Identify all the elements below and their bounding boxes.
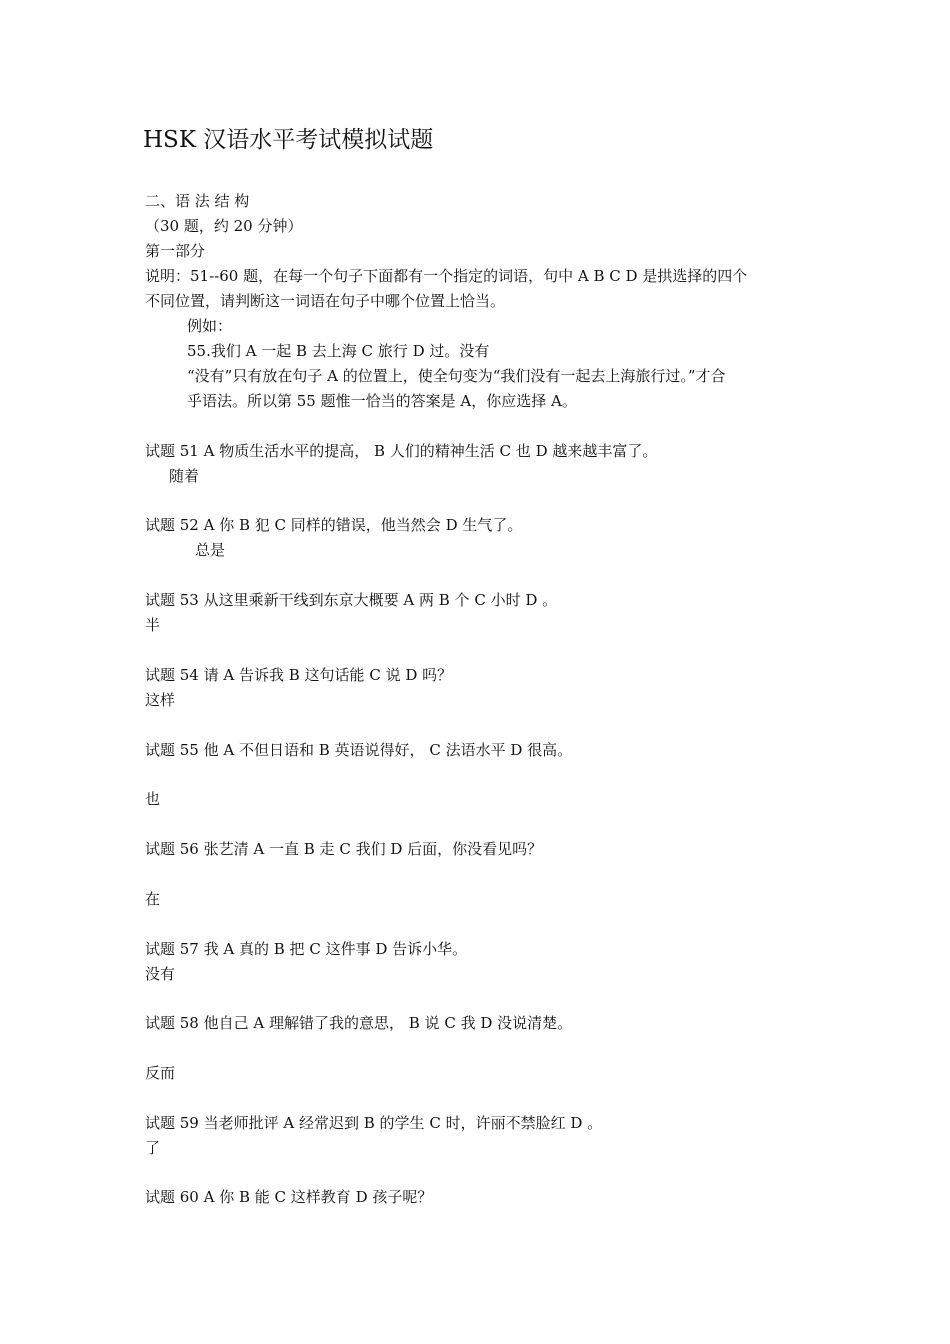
question-55-word: 也 <box>145 790 161 808</box>
instructions-line-2: 不同位置，请判断这一词语在句子中哪个位置上恰当。 <box>145 292 506 310</box>
instructions-line-1: 说明：51--60 题，在每一个句子下面都有一个指定的词语，句中 A B C D 是拱选择的四个 <box>145 267 748 285</box>
example-label: 例如： <box>187 317 233 335</box>
document-title: HSK 汉语水平考试模拟试题 <box>143 127 434 153</box>
question-52: 试题 52 A 你 B 犯 C 同样的错误，他当然会 D 生气了。 <box>145 516 523 534</box>
question-54-word: 这样 <box>145 691 176 709</box>
question-51: 试题 51 A 物质生活水平的提高， B 人们的精神生活 C 也 D 越来越丰富了。 <box>145 442 658 460</box>
question-58: 试题 58 他自己 A 理解错了我的意思， B 说 C 我 D 没说清楚。 <box>145 1014 573 1032</box>
question-57: 试题 57 我 A 真的 B 把 C 这件事 D 告诉小华。 <box>145 940 468 958</box>
question-53: 试题 53 从这里乘新干线到东京大概要 A 两 B 个 C 小时 D 。 <box>145 591 558 609</box>
question-51-word: 随着 <box>169 467 200 485</box>
question-53-word: 半 <box>145 616 161 634</box>
question-57-word: 没有 <box>145 965 176 983</box>
question-56-word: 在 <box>145 890 161 908</box>
part-label: 第一部分 <box>145 242 206 260</box>
example-explanation-line-1: “没有”只有放在句子 A 的位置上，使全句变为“我们没有一起去上海旅行过。”才合 <box>187 367 726 385</box>
example-sentence: 55.我们 A 一起 B 去上海 C 旅行 D 过。没有 <box>187 342 490 360</box>
section-heading: 二、语 法 结 构 <box>145 192 250 210</box>
question-54: 试题 54 请 A 告诉我 B 这句话能 C 说 D 吗？ <box>145 666 453 684</box>
question-59-word: 了 <box>145 1139 161 1157</box>
question-59: 试题 59 当老师批评 A 经常迟到 B 的学生 C 时，许丽不禁脸红 D 。 <box>145 1114 603 1132</box>
example-explanation-line-2: 乎语法。所以第 55 题惟一恰当的答案是 A，你应选择 A。 <box>187 392 577 410</box>
section-duration: （30 题，约 20 分钟） <box>145 217 303 235</box>
question-52-word: 总是 <box>195 541 226 559</box>
question-55: 试题 55 他 A 不但日语和 B 英语说得好， C 法语水平 D 很高。 <box>145 741 573 759</box>
question-58-word: 反而 <box>145 1064 176 1082</box>
question-60: 试题 60 A 你 B 能 C 这样教育 D 孩子呢？ <box>145 1188 433 1206</box>
question-56: 试题 56 张艺清 A 一直 B 走 C 我们 D 后面，你没看见吗？ <box>145 840 543 858</box>
